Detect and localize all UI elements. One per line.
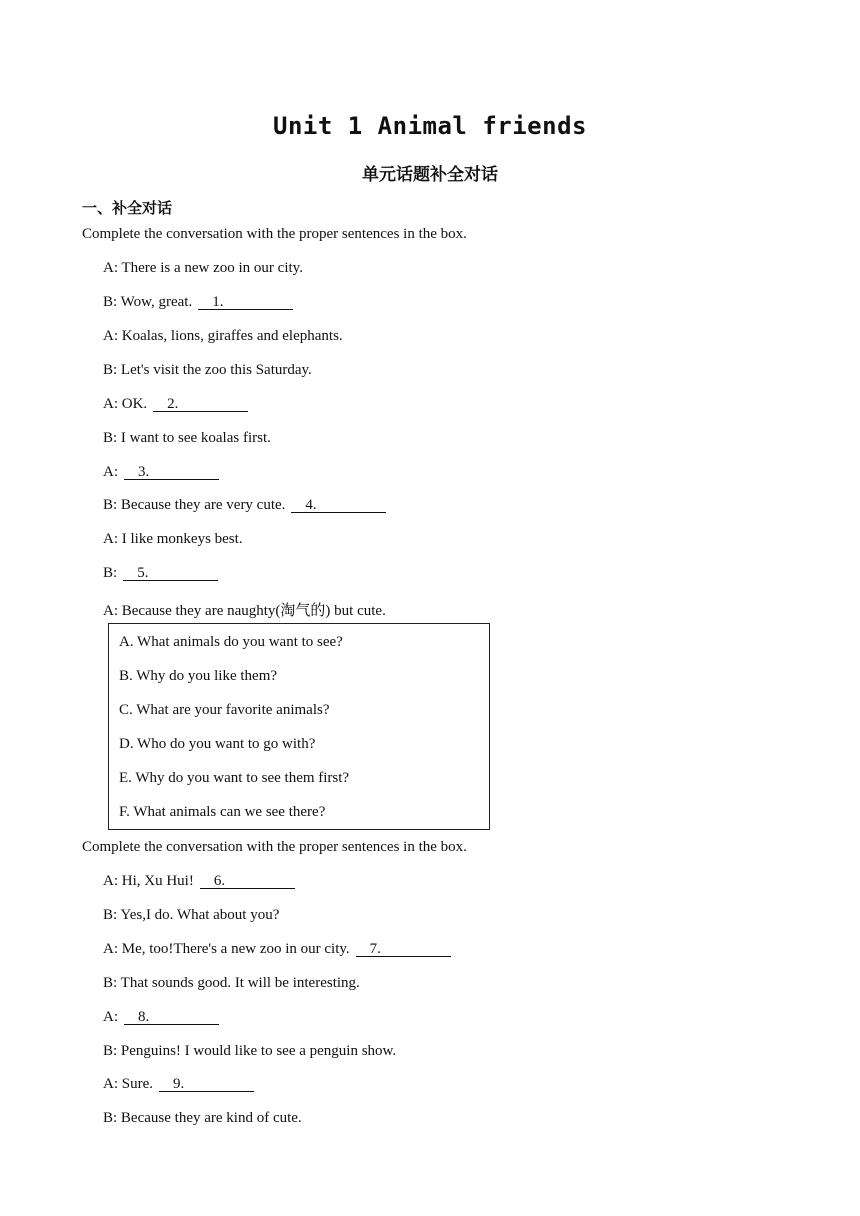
dialogue-line <box>103 497 386 514</box>
section-heading: 一、补全对话 <box>82 199 173 217</box>
answer-blank[interactable] <box>123 566 218 581</box>
line-text: A: <box>103 464 118 480</box>
line-text: B: I want to see koalas first. <box>103 430 271 446</box>
dialogue-line <box>103 907 279 924</box>
line-text: A: Because they are naughty(淘气的) but cute. <box>103 603 386 619</box>
line-text: B: Let's visit the zoo this Saturday. <box>103 362 312 378</box>
option-e: E. Why do you want to see them first? <box>119 770 350 786</box>
dialogue-line <box>103 260 303 277</box>
blank-number: 3. <box>138 464 150 480</box>
option-b: B. Why do you like them? <box>119 668 278 684</box>
dialogue-line <box>103 1009 219 1026</box>
dialogue-line <box>103 430 271 447</box>
line-text: B: <box>103 565 118 581</box>
line-text: A: There is a new zoo in our city. <box>103 260 303 276</box>
blank-number: 9. <box>173 1076 185 1092</box>
line-text: A: OK. <box>103 396 148 412</box>
instruction-part2: Complete the conversation with the proper sentences in the box. <box>82 839 467 855</box>
dialogue-line <box>103 599 386 620</box>
line-text: B: Because they are kind of cute. <box>103 1110 302 1126</box>
line-text: B: Yes,I do. What about you? <box>103 907 280 923</box>
line-text: B: Wow, great. <box>103 294 193 310</box>
answer-blank[interactable] <box>124 1010 219 1025</box>
answer-blank[interactable] <box>198 295 293 310</box>
line-text: B: Because they are very cute. <box>103 497 286 513</box>
option-d: D. Who do you want to go with? <box>119 736 316 752</box>
line-text: A: Me, too!There's a new zoo in our city. <box>103 941 350 957</box>
dialogue-line <box>103 941 451 958</box>
line-text: B: That sounds good. It will be interesting. <box>103 975 360 991</box>
dialogue-line <box>103 565 218 582</box>
dialogue-line <box>103 975 360 992</box>
dialogue-line <box>103 873 295 890</box>
line-text: B: Penguins! I would like to see a penguin show. <box>103 1043 397 1059</box>
dialogue-line <box>103 1076 254 1093</box>
blank-number: 8. <box>138 1009 150 1025</box>
line-text: A: Sure. <box>103 1076 153 1092</box>
line-text: A: I like monkeys best. <box>103 531 243 547</box>
answer-blank[interactable] <box>159 1077 254 1092</box>
option-c: C. What are your favorite animals? <box>119 702 330 718</box>
answer-blank[interactable] <box>124 465 219 480</box>
option-f: F. What animals can we see there? <box>119 804 326 820</box>
dialogue-line <box>103 531 243 548</box>
blank-number: 4. <box>305 497 317 513</box>
line-text: A: Hi, Xu Hui! <box>103 873 194 889</box>
dialogue-line <box>103 328 343 345</box>
line-text: A: <box>103 1009 118 1025</box>
dialogue-line <box>103 294 293 311</box>
dialogue-line <box>103 396 248 413</box>
instruction-part1: Complete the conversation with the proper sentences in the box. <box>82 226 467 242</box>
dialogue-line <box>103 362 312 379</box>
answer-blank[interactable] <box>291 498 386 513</box>
dialogue-line <box>103 464 219 481</box>
options-box <box>108 623 490 830</box>
answer-blank[interactable] <box>356 942 451 957</box>
answer-blank[interactable] <box>153 397 248 412</box>
blank-number: 5. <box>137 565 149 581</box>
blank-number: 6. <box>213 873 226 889</box>
dialogue-line <box>103 1043 396 1060</box>
blank-number: 1. <box>212 294 224 310</box>
answer-blank[interactable] <box>200 874 295 889</box>
blank-number: 2. <box>167 396 179 412</box>
line-text: A: Koalas, lions, giraffes and elephants. <box>103 328 343 344</box>
page-title: Unit 1 Animal friends <box>273 112 587 140</box>
page-subtitle: 单元话题补全对话 <box>362 165 498 185</box>
blank-number: 7. <box>369 941 381 957</box>
dialogue-line <box>103 1110 302 1127</box>
option-a: A. What animals do you want to see? <box>119 634 343 650</box>
